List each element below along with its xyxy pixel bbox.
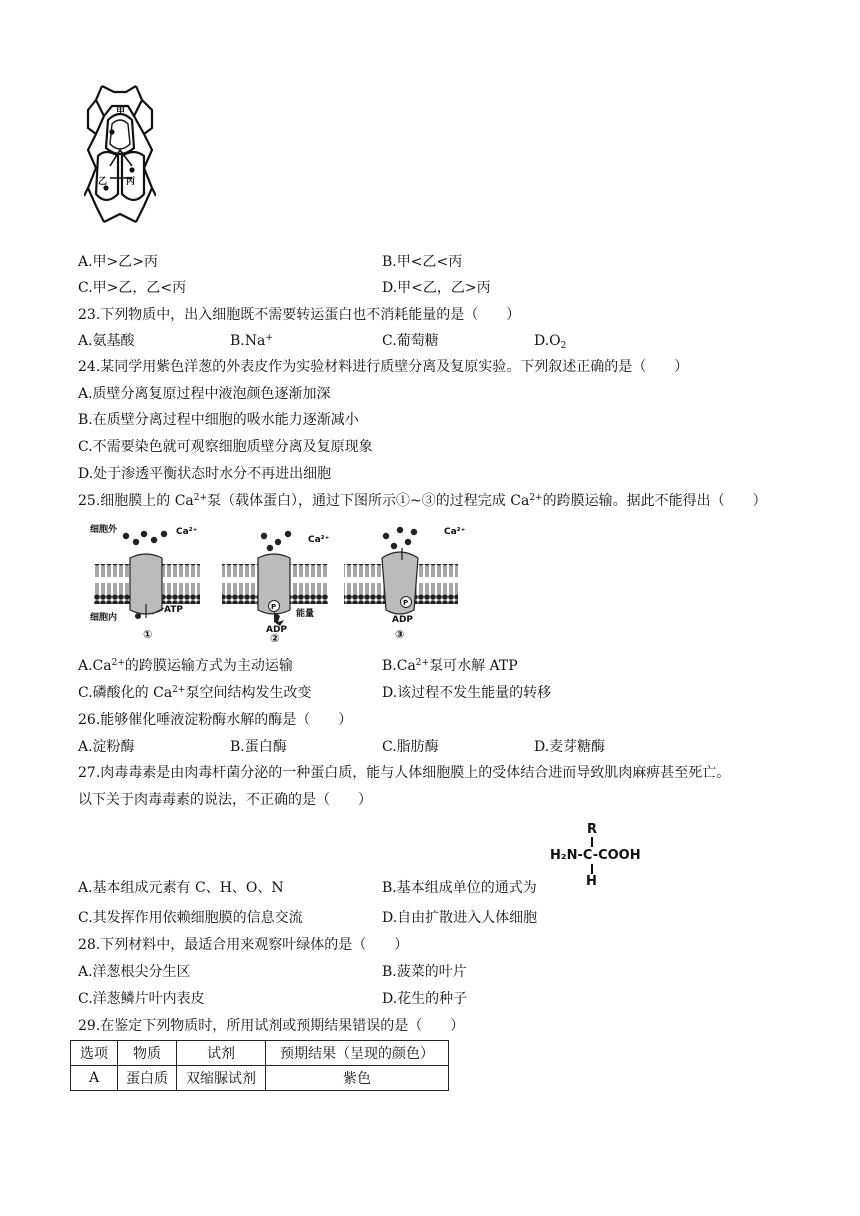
label-bing: 丙 xyxy=(126,177,136,187)
q23-option-d: $D.O_2$ xyxy=(534,333,567,351)
fig-step-2: ② xyxy=(270,632,280,644)
q22-option-a: A.甲>乙>丙 xyxy=(78,254,159,270)
plant-cells-figure xyxy=(84,84,156,224)
q28-stem: 28.下列材料中，最适合用来观察叶绿体的是（ ） xyxy=(78,937,409,953)
q29-stem: 29.在鉴定下列物质时，所用试剂或预期结果错误的是（ ） xyxy=(78,1018,465,1034)
q22-option-b: B.甲<乙<丙 xyxy=(382,254,463,270)
amino-acid-formula xyxy=(550,822,640,890)
fig-ion-label-3: Ca²⁺ xyxy=(444,527,466,537)
q28-option-a: A.洋葱根尖分生区 xyxy=(78,964,191,980)
q23-stem: 23.下列物质中，出入细胞既不需要转运蛋白也不消耗能量的是（ ） xyxy=(78,307,521,323)
table-header-cell: 预期结果（呈现的颜色） xyxy=(266,1041,449,1066)
label-jia: 甲 xyxy=(116,107,126,117)
fig-step-1: ① xyxy=(143,628,153,641)
q23-option-a: A.氨基酸 xyxy=(78,333,135,349)
q24-option-c: C.不需要染色就可观察细胞质壁分离及复原现象 xyxy=(78,439,373,455)
q25-option-a: $A.Ca^{2+}$的跨膜运输方式为主动运输 xyxy=(78,658,293,674)
q24-option-d: D.处于渗透平衡状态时水分不再进出细胞 xyxy=(78,466,332,482)
q26-option-a: A.淀粉酶 xyxy=(78,739,135,755)
q23-option-b: B.Na+ xyxy=(230,333,273,349)
q26-option-c: C.脂肪酶 xyxy=(382,739,439,755)
fig-ion-label-1: Ca²⁺ xyxy=(176,527,198,537)
fig-step-3: ③ xyxy=(395,628,405,641)
fig-adp-label-3: ADP xyxy=(392,615,414,625)
q22-option-d: D.甲<乙，乙>丙 xyxy=(382,280,491,296)
fig-ion-label-2: Ca²⁺ xyxy=(308,535,330,545)
fig-energy-label: 能量 xyxy=(296,609,315,619)
fig-outside-label: 细胞外 xyxy=(90,525,118,535)
table-cell: 双缩脲试剂 xyxy=(177,1066,266,1091)
q25-stem: 25.细胞膜上的 $Ca^{2+}$泵（载体蛋白），通过下图所示①~③的过程完成 $Ca^{2+}$的跨膜运输。据此不能得出（ ） xyxy=(78,493,767,509)
q24-option-b: B.在质壁分离过程中细胞的吸水能力逐渐减小 xyxy=(78,412,359,428)
fig-adp-label-2: ADP xyxy=(266,625,288,635)
q23-option-c: C.葡萄糖 xyxy=(382,333,439,349)
q29-table xyxy=(70,1040,449,1091)
calcium-pump-figure xyxy=(88,520,480,644)
q25-option-b: $B.Ca^{2+}$泵可水解 ATP xyxy=(382,658,518,674)
q27-option-c: C.其发挥作用依赖细胞膜的信息交流 xyxy=(78,910,303,926)
table-header-cell: 物质 xyxy=(118,1041,177,1066)
q24-option-a: A.质壁分离复原过程中液泡颜色逐渐加深 xyxy=(78,386,331,402)
table-header-cell: 试剂 xyxy=(177,1041,266,1066)
formula-main: H₂N-C-COOH xyxy=(550,848,641,863)
q28-option-c: C.洋葱鳞片叶内表皮 xyxy=(78,991,205,1007)
q26-stem: 26.能够催化唾液淀粉酶水解的酶是（ ） xyxy=(78,712,353,728)
table-cell: 紫色 xyxy=(266,1066,449,1091)
fig-p-label-3: P xyxy=(403,599,409,607)
fig-inside-label: 细胞内 xyxy=(90,613,118,623)
label-yi: 乙 xyxy=(98,177,108,187)
q26-option-b: B.蛋白酶 xyxy=(230,739,287,755)
fig-p-label-2: P xyxy=(271,603,277,611)
formula-h: H xyxy=(586,874,597,889)
table-cell: A xyxy=(71,1066,118,1091)
table-header-row xyxy=(71,1041,449,1066)
table-header-cell: 选项 xyxy=(71,1041,118,1066)
q27-option-b: B.基本组成单位的通式为 xyxy=(382,880,537,896)
q27-option-a: A.基本组成元素有 C、H、O、N xyxy=(78,880,284,896)
q25-option-c: C.磷酸化的 $Ca^{2+}$泵空间结构发生改变 xyxy=(78,685,312,701)
q27-stem-line1: 27.肉毒毒素是由肉毒杆菌分泌的一种蛋白质，能与人体细胞膜上的受体结合进而导致肌肉麻痹甚至死亡。 xyxy=(78,765,731,781)
formula-r: R xyxy=(587,822,598,837)
q25-option-d: D.该过程不发生能量的转移 xyxy=(382,685,552,701)
table-row xyxy=(71,1066,449,1091)
table-cell: 蛋白质 xyxy=(118,1066,177,1091)
q26-option-d: D.麦芽糖酶 xyxy=(534,739,606,755)
q22-option-c: C.甲>乙，乙<丙 xyxy=(78,280,187,296)
q27-stem-line2: 以下关于肉毒毒素的说法，不正确的是（ ） xyxy=(78,792,372,808)
q27-option-d: D.自由扩散进入人体细胞 xyxy=(382,910,538,926)
q28-option-b: B.菠菜的叶片 xyxy=(382,964,467,980)
fig-atp-label: ATP xyxy=(164,605,184,615)
q24-stem: 24.某同学用紫色洋葱的外表皮作为实验材料进行质壁分离及复原实验。下列叙述正确的是（ ） xyxy=(78,359,689,375)
q28-option-d: D.花生的种子 xyxy=(382,991,468,1007)
